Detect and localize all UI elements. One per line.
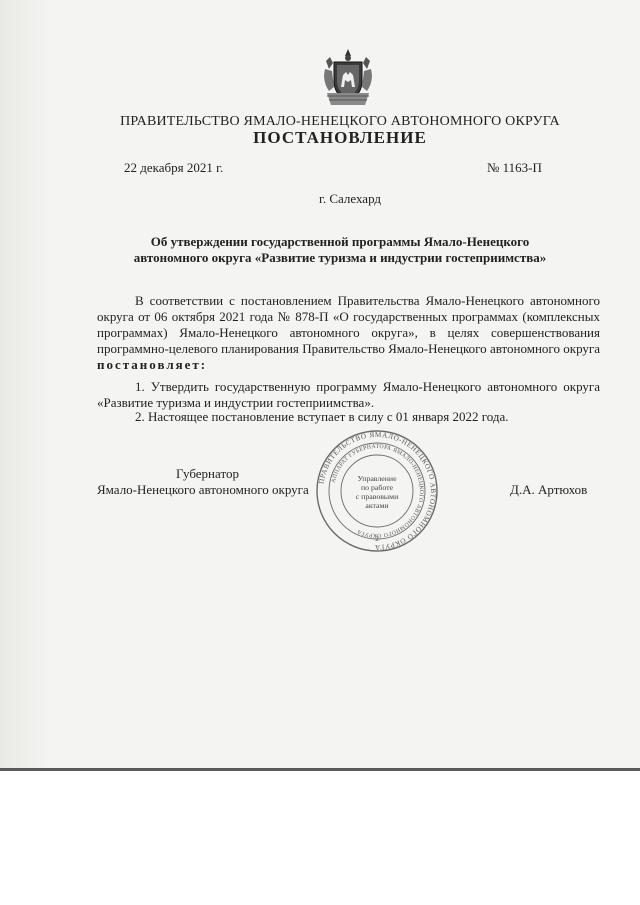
- decree-item-1: 1. Утвердить государственную программу Ямало-Ненецкого автономного округа «Развитие туризма и индустрии гостеприимства».: [97, 379, 600, 410]
- seal-center-line-1: Управление: [357, 474, 397, 483]
- seal-inner-text: АППАРАТ ГУБЕРНАТОРА ЯМАЛО-НЕНЕЦКОГО АВТОНОМНОГО ОКРУГА: [330, 443, 425, 539]
- preamble-paragraph: [97, 293, 600, 373]
- preamble-text: В соответствии с постановлением Правительства Ямало-Ненецкого автономного округа от 06 октября 2021 года № 878-П «О государственных программах (комплексных программах) Ямало-Ненецкого автономного округа», в целях совершенствования программно-целевого планирования Правительство Ямало-Ненецкого автономного округа: [97, 293, 600, 356]
- seal-outer-text: ПРАВИТЕЛЬСТВО ЯМАЛО-НЕНЕЦКОГО АВТОНОМНОГО ОКРУГА: [317, 430, 438, 552]
- decree-item-2: 2. Настоящее постановление вступает в силу с 01 января 2022 года.: [135, 409, 509, 424]
- official-seal: [315, 429, 439, 553]
- government-name: ПРАВИТЕЛЬСТВО ЯМАЛО-НЕНЕЦКОГО АВТОНОМНОГО ОКРУГА: [120, 114, 560, 129]
- document-title-line2: автономного округа «Развитие туризма и индустрии гостеприимства»: [133, 250, 547, 265]
- document-title: [60, 234, 620, 266]
- document-number: № 1163-П: [487, 160, 542, 175]
- signatory-region: Ямало-Ненецкого автономного округа: [97, 482, 309, 497]
- seal-center-line-3: с правовыми: [355, 492, 399, 501]
- document-title-line1: Об утверждении государственной программы Ямало-Ненецкого: [150, 234, 530, 249]
- seal-center-line-4: актами: [365, 501, 389, 510]
- signatory-title: Губернатор: [176, 466, 239, 481]
- document-date: 22 декабря 2021 г.: [124, 160, 224, 175]
- document-city: г. Салехард: [318, 191, 382, 206]
- seal-center-line-2: по работе: [360, 483, 394, 492]
- decree-word: постановляет:: [97, 357, 208, 372]
- seal-number: 2: [375, 535, 379, 543]
- document-type: ПОСТАНОВЛЕНИЕ: [253, 128, 427, 147]
- signatory-name: Д.А. Артюхов: [510, 482, 588, 497]
- coat-of-arms-icon: [319, 47, 377, 107]
